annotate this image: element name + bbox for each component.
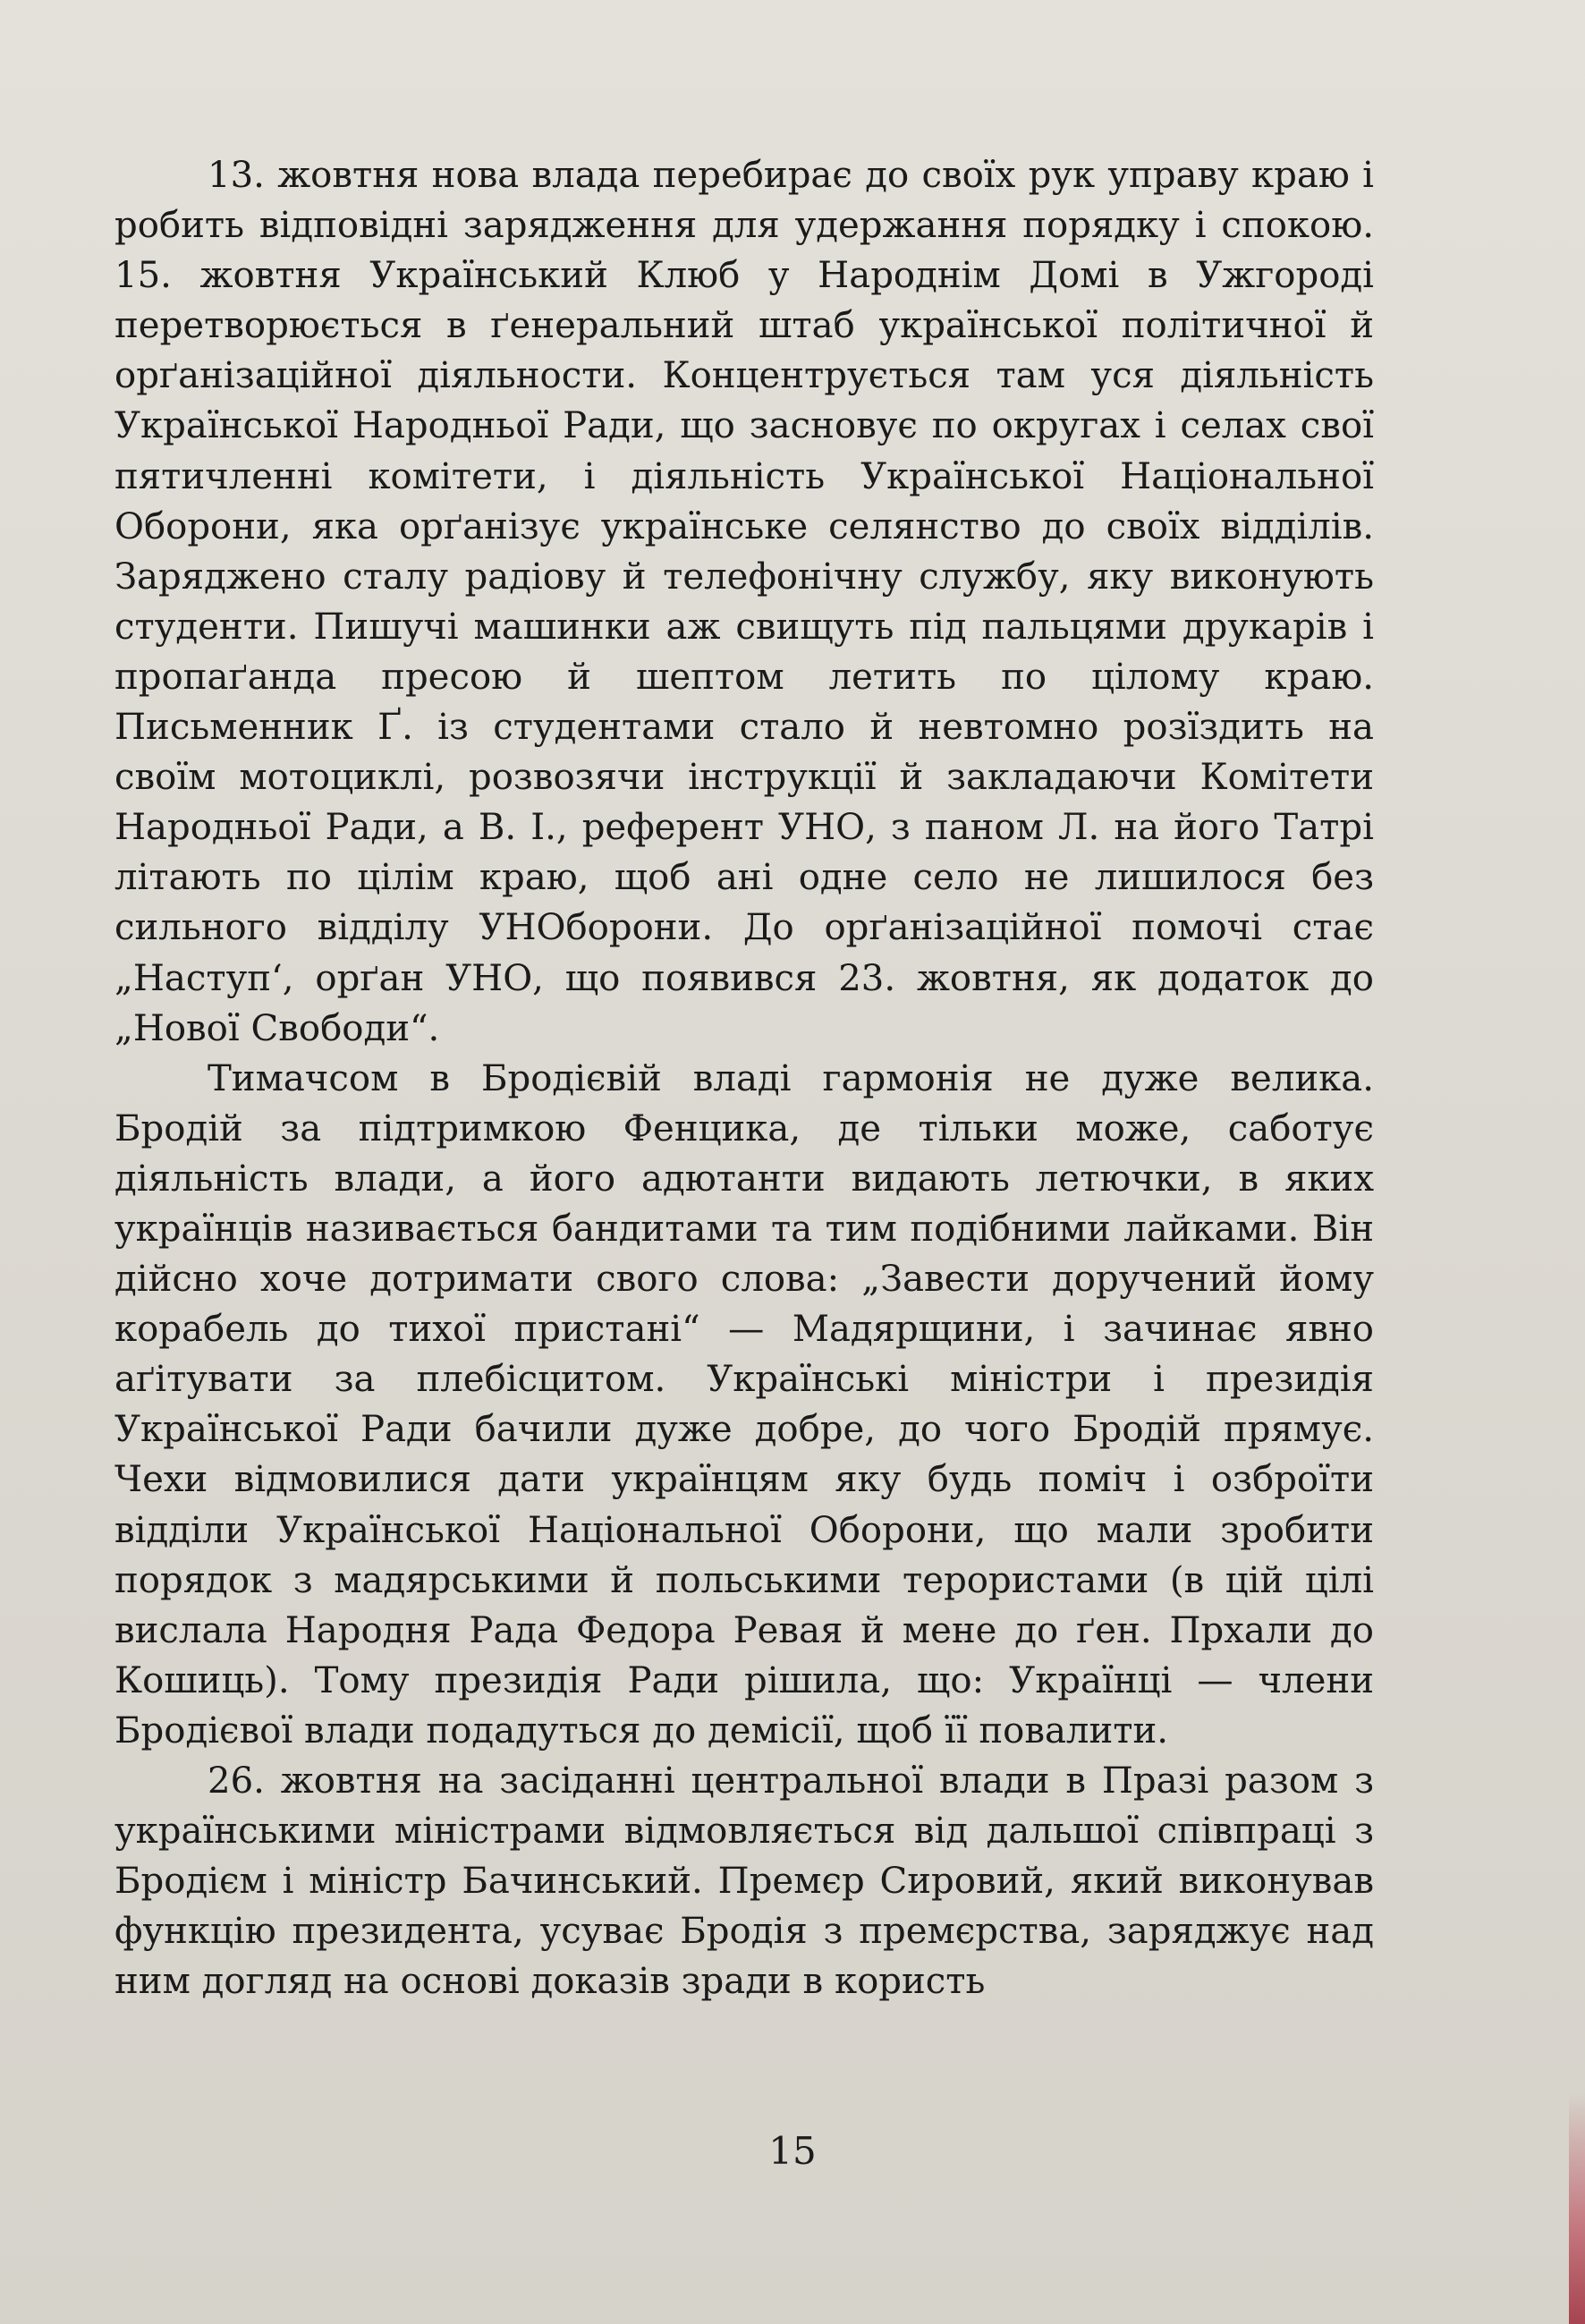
page-edge-mark — [1569, 2091, 1585, 2324]
body-text — [114, 150, 1374, 2006]
page-number: 15 — [768, 2129, 817, 2173]
paragraph-3: 26. жовтня на засіданні центральної влади в Празі разом з українськими міністрами відмовляється від дальшої співпраці з Бродієм і міністр Бачинський. Премєр Сировий, який виконував функцію президента, усуває Бродія з премєрства, заряджує над ним догляд на основі доказів зради в користь — [114, 1760, 1374, 2003]
paragraph-1: 13. жовтня нова влада перебирає до своїх рук управу краю і робить відповідні зарядження для удержання порядку і спокою. 15. жовтня Український Клюб у Народнім Домі в Ужгороді перетворюється в ґенеральний штаб української політичної й орґанізаційної діяльности. Концентрується там уся діяльність Української Народньої Ради, що засновує по округах і селах свої пятичленні комітети, і діяльність Української Національної Оборони, яка орґанізує українське селянство до своїх відділів. Заряджено сталу радіову й телефонічну службу, яку виконують студенти. Пишучі машинки аж свищуть під пальцями друкарів і пропаґанда пресою й шептом летить по цілому краю. Письменник Ґ. із студентами стало й невтомно розїздить на своїм мотоциклі, розвозячи інструкції й закладаючи Комітети Народньої Ради, а В. І., референт УНО, з паном Л. на його Татрі літають по цілім краю, щоб ані одне село не лишилося без сильного відділу УНОборони. До орґанізаційної помочі стає „Наступ‘, орґан УНО, що появився 23. жовтня, як додаток до „Нової Свободи“. — [114, 155, 1374, 1049]
paragraph-2: Тимачсом в Бродієвій владі гармонія не дуже велика. Бродій за підтримкою Фенцика, де тільки може, саботує діяльність влади, а його адютанти видають летючки, в яких українців називається бандитами та тим подібними лайками. Він дійсно хоче дотримати свого слова: „Завести доручений йому корабель до тихої пристані“ — Мадярщини, і зачинає явно аґітувати за плебісцитом. Українські міністри і президія Української Ради бачили дуже добре, до чого Бродій прямує. Чехи відмовилися дати українцям яку будь поміч і озброїти відділи Української Національної Оборони, що мали зробити порядок з мадярськими й польськими терористами (в цій цілі вислала Народня Рада Федора Ревая й мене до ґен. Прхали до Кошиць). Тому президія Ради рішила, що: Українці — члени Бродієвої влади подадуться до демісії, щоб її повалити. — [114, 1057, 1374, 1751]
